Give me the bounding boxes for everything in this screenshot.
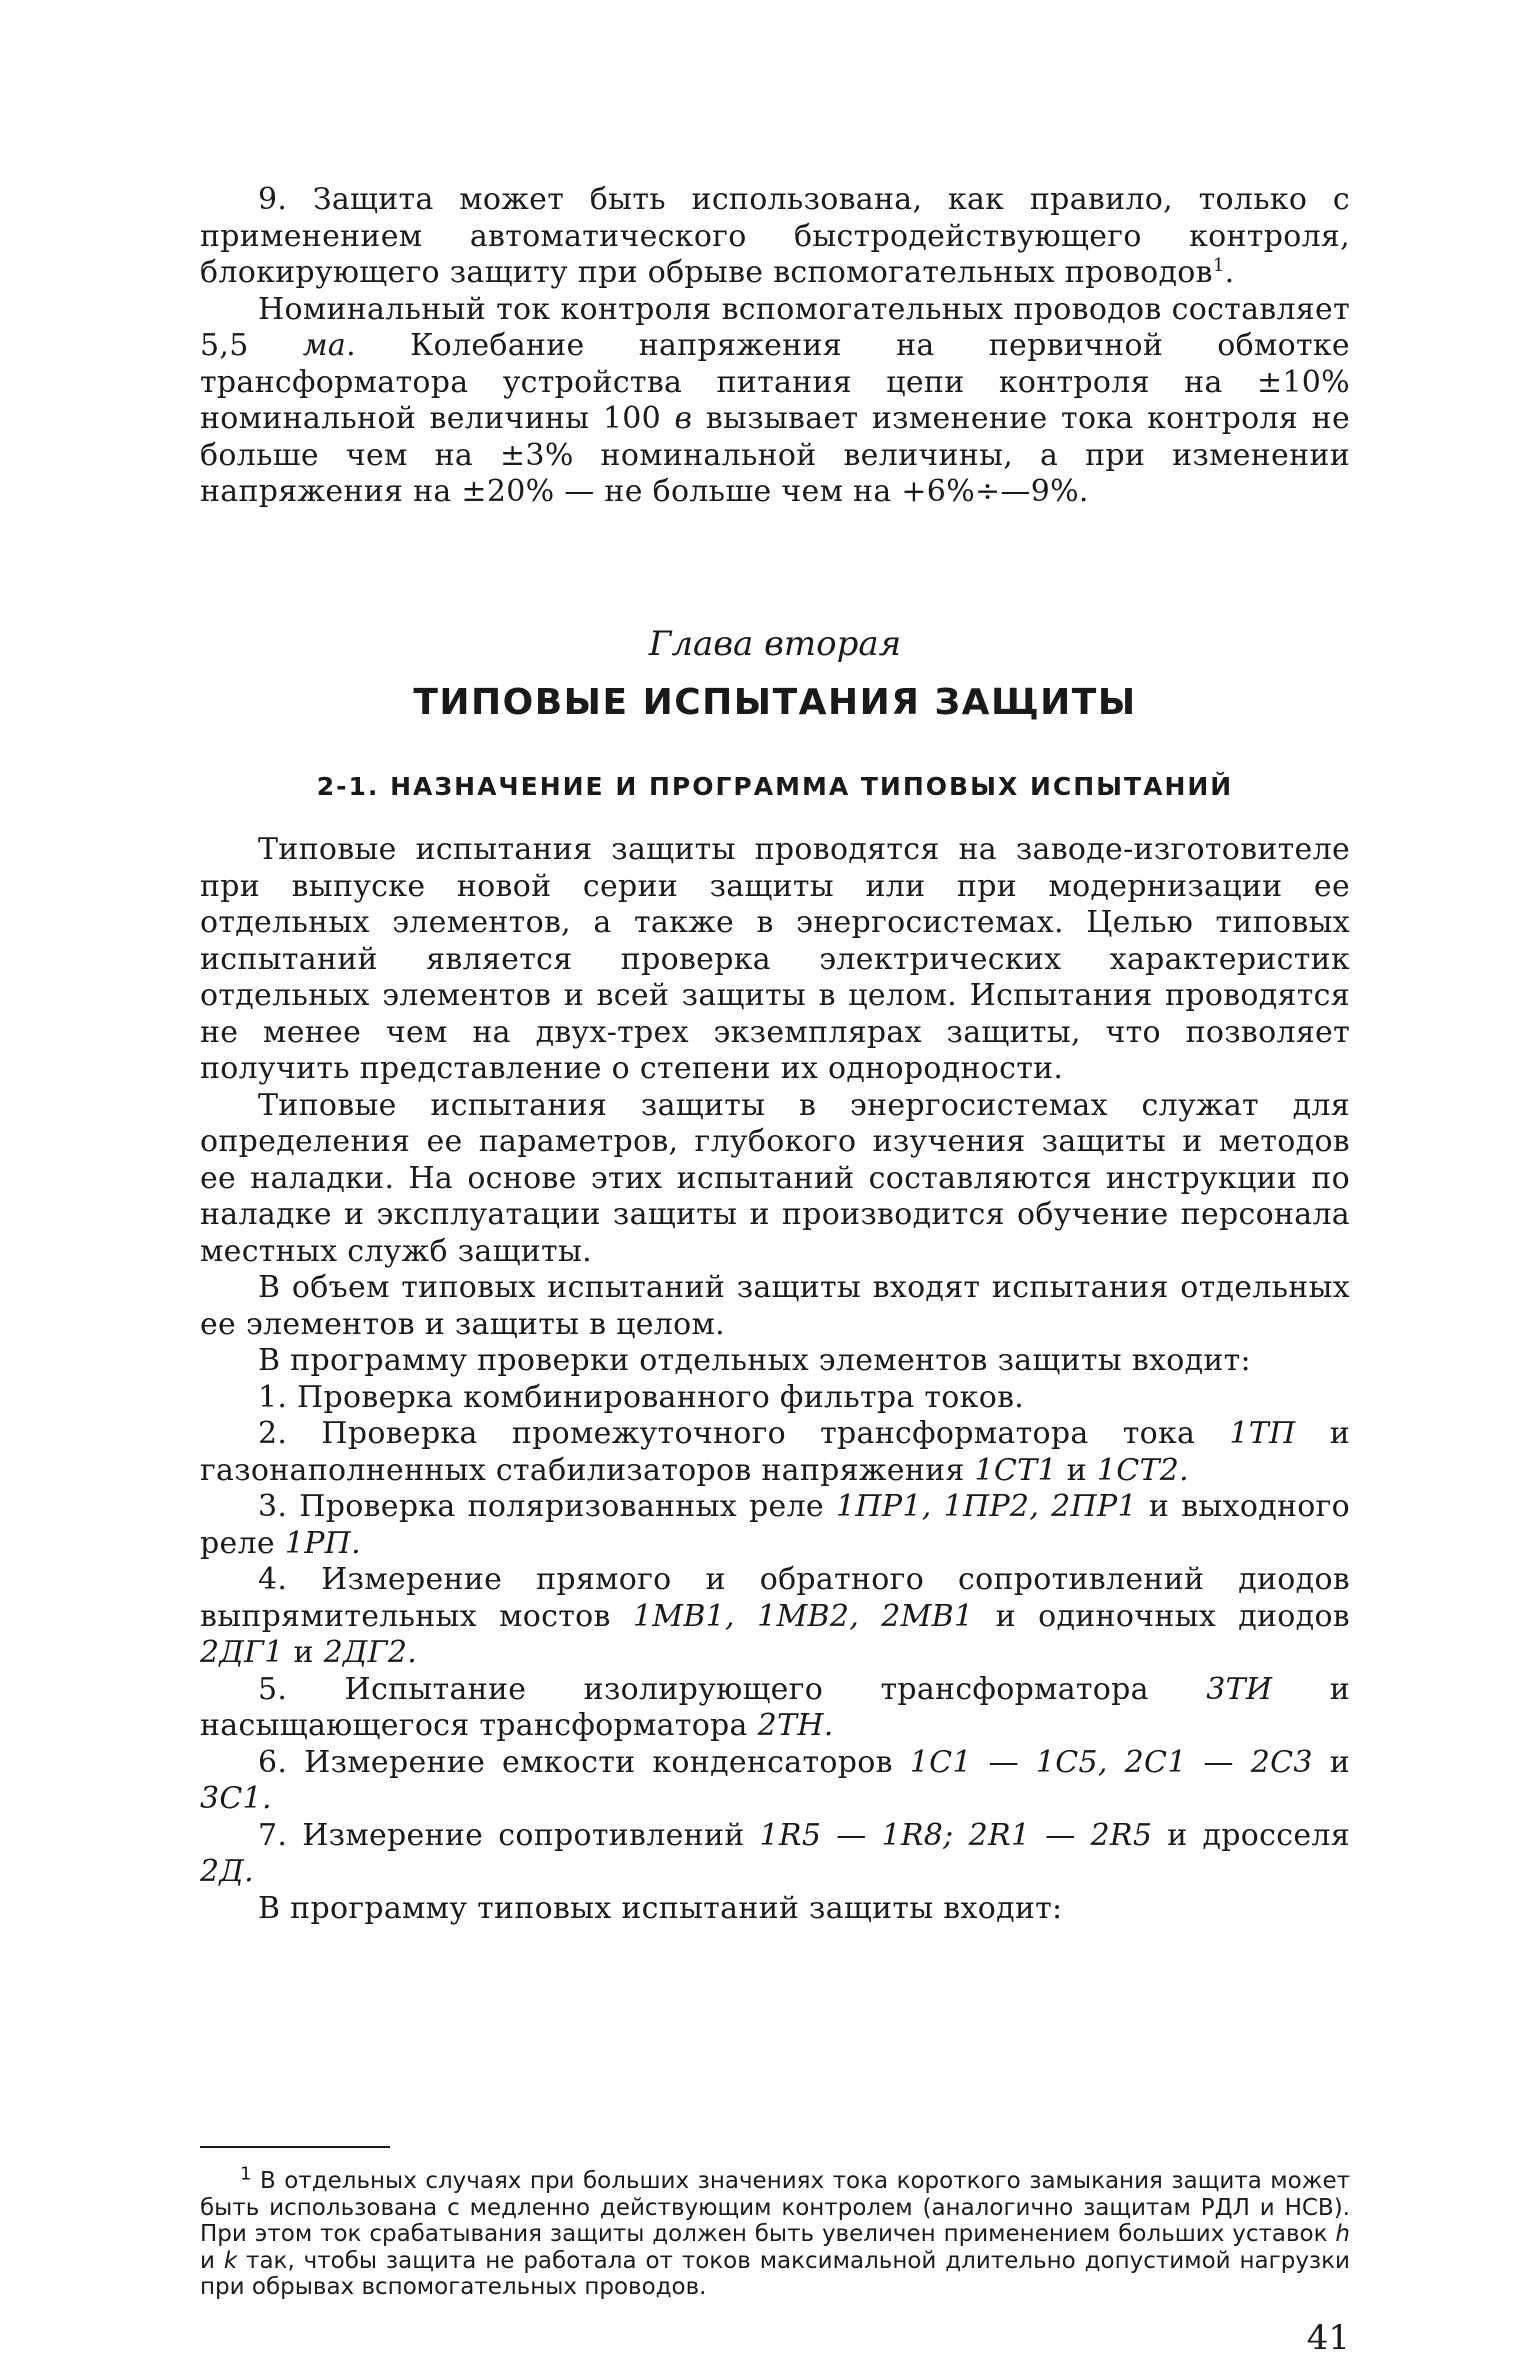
item3-d: 1РП. [284, 1525, 361, 1561]
item6-c: и [1312, 1744, 1351, 1780]
intro-block [200, 182, 1350, 511]
item2-c: и газонаполненных стабилизаторов напряжения [200, 1416, 1351, 1488]
paragraph-item-9-text: 9. Защита может быть использована, как правило, только с применением автоматического быстродействующего контроля, блокирующего защиту при обрыве вспомогательных проводов [200, 182, 1350, 290]
item4-c: и одиночных диодов [973, 1598, 1350, 1634]
item2-a: 2. Проверка промежуточного трансформатора тока [258, 1416, 1230, 1451]
footnote-ref: 1 [1212, 255, 1225, 276]
unit-ma: ма [302, 328, 347, 363]
page-number: 41 [1306, 2318, 1350, 2358]
item4-e: и [283, 1635, 324, 1670]
list-item-2 [200, 1416, 1350, 1489]
item7-b: 1R5 — 1R8; 2R1 — 2R5 [759, 1817, 1153, 1853]
nominal-text-c: вызывает изменение тока контроля не больше чем на ±3% номинальной величины, а при изменении напряжения на ±20% — не больше чем на +6%÷—9%. [200, 401, 1350, 509]
item2-d: 1СТ1 [974, 1452, 1057, 1488]
footnote-divider [200, 2146, 390, 2148]
item2-b: 1ТП [1229, 1416, 1296, 1451]
footnote-text-c: так, чтобы защита не работала от токов максимальной длительно допустимой нагрузки при обрывах вспомогательных проводов. [200, 2247, 1350, 2300]
nominal-text-b: . Колебание напряжения на первичной обмотке трансформатора устройства питания цепи контроля на ±10% номинальной величины 100 [200, 328, 1350, 436]
item4-a: 4. Измерение прямого и обратного сопротивлений диодов выпрямительных мостов [200, 1562, 1350, 1634]
footnote-mark: 1 [240, 2163, 252, 2185]
list-item-4 [200, 1562, 1350, 1672]
item3-c: и выходного реле [200, 1489, 1350, 1561]
item5-c: и насыщающегося трансформатора [200, 1671, 1350, 1743]
nominal-text-a: Номинальный ток контроля вспомогательных проводов составляет 5,5 [200, 291, 1350, 363]
item6-a: 6. Измерение емкости конденсаторов [258, 1744, 910, 1780]
paragraph-2: Типовые испытания защиты в энергосистемах служат для определения ее параметров, глубокого изучения защиты и методов ее наладки. На основе этих испытаний составляются инструкции по наладке и эксплуатации защиты и производится обучение персонала местных служб защиты. [200, 1087, 1350, 1269]
item2-e: и [1056, 1452, 1097, 1488]
item7-d: 2Д. [200, 1854, 254, 1889]
list-item-3 [200, 1489, 1350, 1562]
footnote-text-b: и [200, 2247, 224, 2274]
item5-a: 5. Испытание изолирующего трансформатора [258, 1671, 1207, 1707]
paragraph-4: В программу проверки отдельных элементов защиты входит: [258, 1343, 1251, 1378]
unit-v: в [674, 401, 693, 436]
item5-d: 2ТН. [757, 1708, 834, 1743]
item7-a: 7. Измерение сопротивлений [258, 1817, 760, 1853]
list-item-7 [200, 1818, 1350, 1891]
paragraph-1: Типовые испытания защиты проводятся на заводе-изготовителе при выпуске новой серии защиты или при модернизации ее отдельных элементов, а также в энергосистемах. Целью типовых испытаний является проверка электрических характеристик отдельных элементов и всей защиты в целом. Испытания проводятся не менее чем на двух-трех экземплярах защиты, что позволяет получить представление о степени их однородности. [200, 832, 1350, 1086]
item6-d: 3С1. [200, 1781, 272, 1816]
footnote-k: k [223, 2247, 238, 2274]
paragraph-item-9-end: . [1224, 255, 1235, 290]
paragraph-item-9 [200, 182, 1350, 292]
section-body [200, 832, 1350, 1927]
section-title: 2-1. НАЗНАЧЕНИЕ И ПРОГРАММА ТИПОВЫХ ИСПЫТАНИЙ [316, 772, 1234, 801]
item5-b: 3ТИ [1206, 1671, 1273, 1707]
item2-f: 1СТ2. [1096, 1452, 1189, 1488]
item4-b: 1МВ1, 1МВ2, 2МВ1 [632, 1598, 974, 1634]
paragraph-3: В объем типовых испытаний защиты входят испытания отдельных ее элементов и защиты в целом. [200, 1270, 1350, 1342]
item3-b: 1ПР1, 1ПР2, 2ПР1 [836, 1489, 1137, 1524]
item7-c: и дросселя [1152, 1817, 1350, 1853]
footnote [200, 2163, 1350, 2301]
list-item-6 [200, 1745, 1350, 1818]
list-item-1: 1. Проверка комбинированного фильтра токов. [258, 1379, 1025, 1415]
item4-f: 2ДГ2. [323, 1635, 418, 1670]
chapter-label: Глава вторая [648, 624, 902, 664]
footnote-text-a: В отдельных случаях при больших значениях тока короткого замыкания защита может быть использована с медленно действующим контролем (аналогично защитам РДЛ и НСВ). При этом ток срабатывания защиты должен быть увеличен применением больших уставок [200, 2168, 1350, 2247]
list-item-5 [200, 1672, 1350, 1745]
paragraph-nominal-current [200, 292, 1350, 511]
item4-d: 2ДГ1 [200, 1635, 284, 1670]
item6-b: 1С1 — 1С5, 2С1 — 2С3 [909, 1744, 1313, 1780]
item3-a: 3. Проверка поляризованных реле [258, 1489, 837, 1524]
chapter-title: ТИПОВЫЕ ИСПЫТАНИЯ ЗАЩИТЫ [413, 682, 1137, 723]
footnote-h: h [1335, 2221, 1350, 2247]
paragraph-5: В программу типовых испытаний защиты входит: [258, 1890, 1063, 1926]
